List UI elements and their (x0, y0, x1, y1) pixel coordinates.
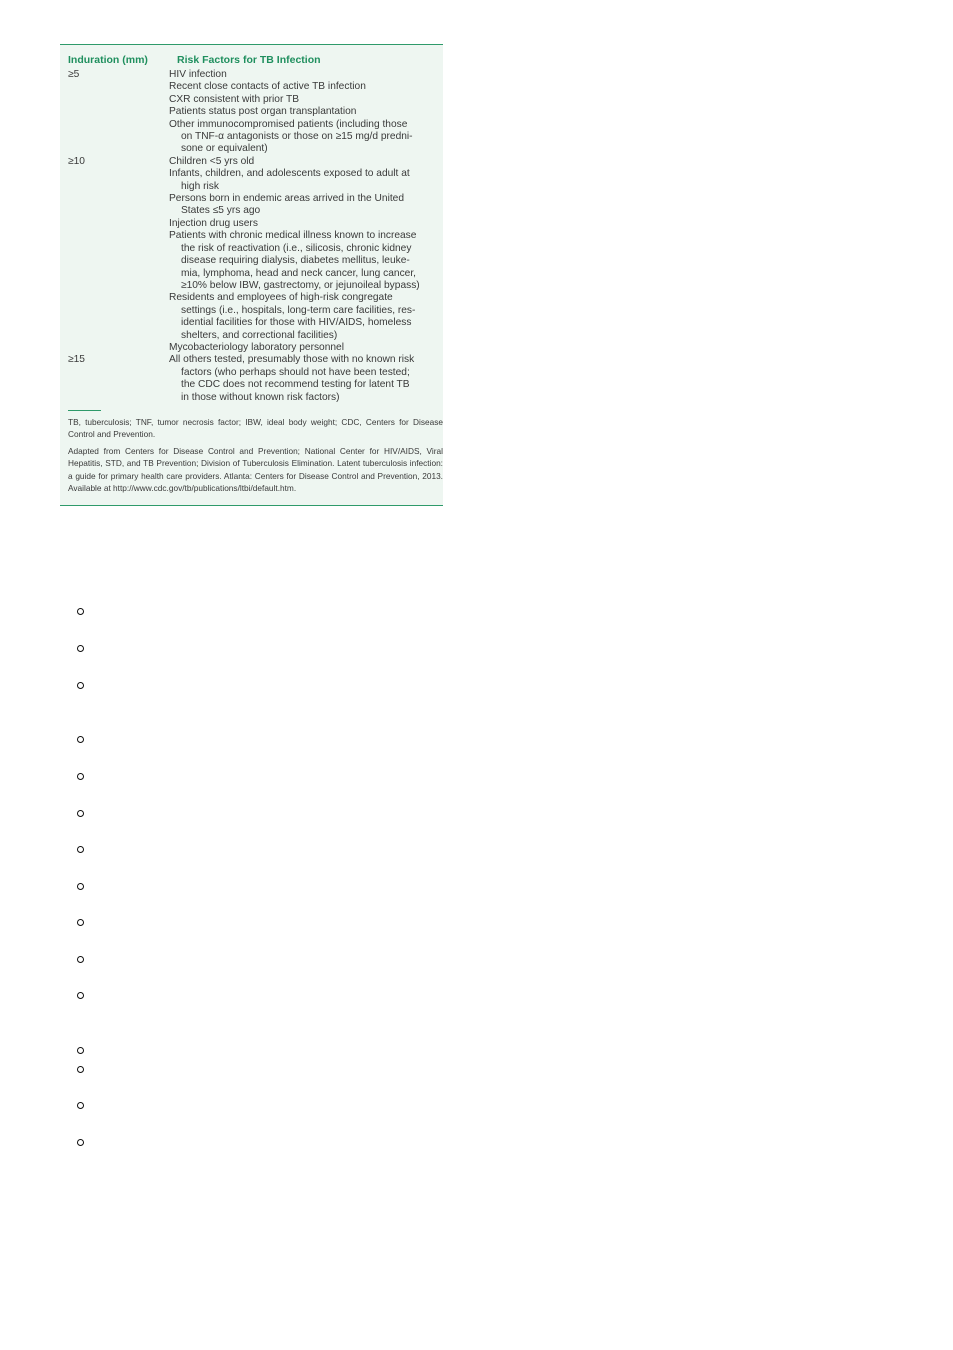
source-footnote: Adapted from Centers for Disease Control and Prevention; National Center for HIV/AIDS, Viral Hepatitis, STD, and TB Prevention; Division of Tuberculosis Elimination. Latent tuberculosis infection: a guide for primary health care providers. Atlanta: Centers for Disease Control and Prevention, 2013. Available at http://www.cdc.gov/tb/publications/ltbi/default.htm. (68, 446, 443, 494)
induration-value: ≥10 (68, 155, 85, 167)
risk-factor: Patients with chronic medical illness known to increase the risk of reactivation (i.e., silicosis, chronic kidney disease requiring dialysis, diabetes mellitus, leuke- mia, lymphoma, head and neck cancer, lung cancer, ≥10% below IBW, gastrectomy, or jejunoileal bypass) (169, 230, 420, 291)
risk-factor: Children <5 yrs old (169, 155, 255, 167)
induration-value: ≥15 (68, 354, 85, 366)
abbreviations-footnote: TB, tuberculosis; TNF, tumor necrosis factor; IBW, ideal body weight; CDC, Centers for Disease Control and Prevention. (68, 417, 443, 440)
bullet-marker (77, 810, 84, 817)
induration-value: ≥5 (68, 69, 80, 80)
bullet-marker (77, 773, 84, 780)
bullet-marker (77, 736, 84, 743)
risk-factor: Recent close contacts of active TB infection (169, 81, 366, 93)
risk-factors-column-header: Risk Factors for TB Infection (177, 54, 321, 66)
risk-factor: Other immunocompromised patients (including those on TNF-α antagonists or those on ≥15 mg/d predni- sone or equivalent) (169, 118, 413, 155)
bullet-marker (77, 682, 84, 689)
bullet-marker (77, 956, 84, 963)
risk-factor: All others tested, presumably those with no known risk factors (who perhaps should not have been tested; the CDC does not recommend testing for latent TB in those without known risk factors) (169, 354, 415, 403)
bullet-marker (77, 1102, 84, 1109)
risk-factor: Persons born in endemic areas arrived in the United States ≤5 yrs ago (169, 193, 405, 217)
risk-factor: Patients status post organ transplantation (169, 106, 357, 118)
bullet-marker (77, 919, 84, 926)
risk-factor: Mycobacteriology laboratory personnel (169, 341, 344, 353)
bullet-marker (77, 846, 84, 853)
table-row-10mm (60, 156, 443, 355)
induration-column-header: Induration (mm) (68, 54, 148, 66)
risk-factor-list (169, 69, 437, 156)
risk-factor: Residents and employees of high-risk congregate settings (i.e., hospitals, long-term care facilities, res- idential facilities for those with HIV/AIDS, homeless shelters, and correctional facilities) (169, 292, 416, 341)
bullet-marker (77, 1139, 84, 1146)
risk-factor-list (169, 156, 437, 355)
risk-factor: Injection drug users (169, 217, 258, 229)
risk-factors-table (60, 44, 443, 506)
table-body (60, 69, 443, 404)
bullet-marker (77, 1047, 84, 1054)
risk-factor: Infants, children, and adolescents exposed to adult at high risk (169, 168, 410, 192)
bullet-marker (77, 1066, 84, 1073)
bullet-marker (77, 645, 84, 652)
bullet-marker (77, 608, 84, 615)
risk-factor: CXR consistent with prior TB (169, 93, 300, 105)
table-row-15mm (60, 354, 443, 404)
bullet-marker (77, 992, 84, 999)
bullet-marker (77, 883, 84, 890)
risk-factor: HIV infection (169, 69, 227, 80)
footnote-divider (68, 410, 101, 411)
risk-factor-list (169, 354, 437, 404)
table-row-5mm (60, 69, 443, 156)
